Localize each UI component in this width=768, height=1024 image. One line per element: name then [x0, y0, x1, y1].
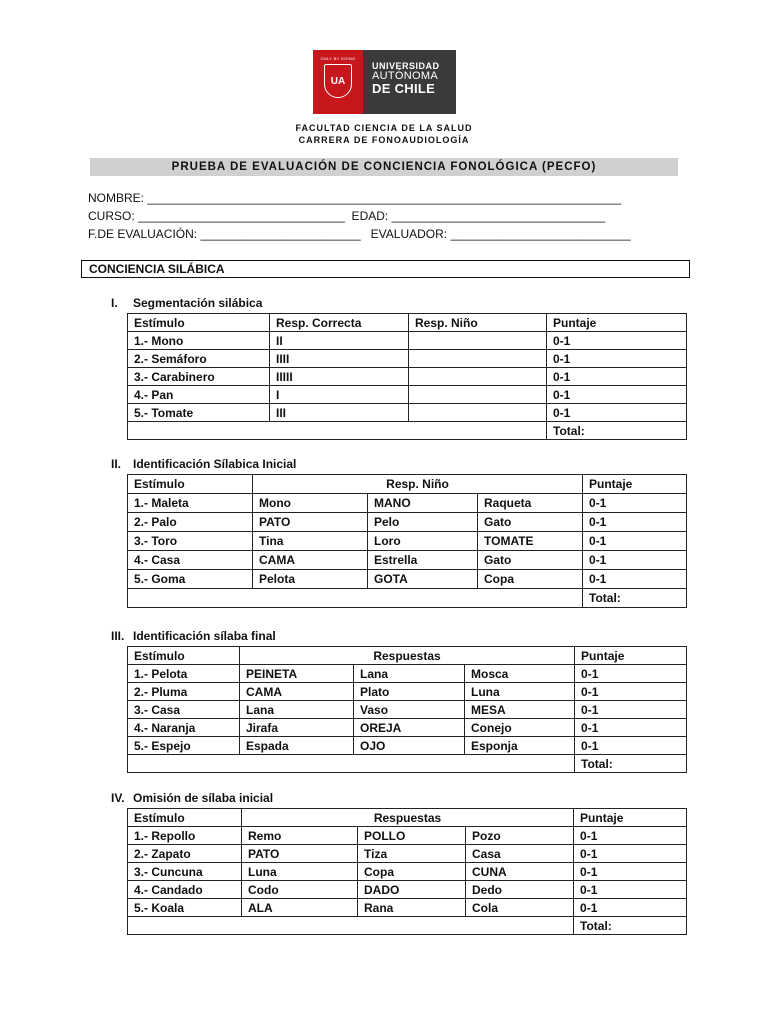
table-cell: IIIII [270, 368, 409, 386]
total-label: Total: [574, 917, 687, 935]
table-cell: 0-1 [575, 737, 687, 755]
table-cell: 0-1 [574, 881, 687, 899]
table-cell: 0-1 [547, 332, 687, 350]
table-row [128, 386, 687, 404]
table-cell: I [270, 386, 409, 404]
table-cell[interactable]: Vaso [354, 701, 465, 719]
table-cell: 0-1 [547, 386, 687, 404]
table-row [128, 332, 687, 350]
table-row [128, 513, 687, 532]
table-cell: 0-1 [574, 863, 687, 881]
table-row [128, 899, 687, 917]
table-cell[interactable]: Casa [466, 845, 574, 863]
table-cell: Estímulo [128, 314, 270, 332]
table-cell: 0-1 [575, 665, 687, 683]
table-cell[interactable]: CUNA [466, 863, 574, 881]
table-cell: Puntaje [583, 475, 687, 494]
university-logo [313, 50, 456, 114]
fecha-evaluador-field[interactable]: F.DE EVALUACIÓN: ________________________ EVALUADOR: ___________________________ [88, 227, 631, 241]
part2-table [127, 474, 687, 608]
table-cell: Resp. Correcta [270, 314, 409, 332]
table-cell[interactable]: Pelota [253, 570, 368, 589]
table-cell: Resp. Niño [409, 314, 547, 332]
table-cell[interactable]: Dedo [466, 881, 574, 899]
table-cell: 2.- Semáforo [128, 350, 270, 368]
total-row [128, 589, 687, 608]
table-cell[interactable]: Gato [478, 551, 583, 570]
table-cell[interactable]: Estrella [368, 551, 478, 570]
table-cell: 1.- Mono [128, 332, 270, 350]
total-label: Total: [583, 589, 687, 608]
table-cell[interactable]: PATO [253, 513, 368, 532]
table-row [128, 570, 687, 589]
table-cell: 1.- Pelota [128, 665, 240, 683]
table-cell: 0-1 [574, 845, 687, 863]
table-cell[interactable]: Pelo [368, 513, 478, 532]
table-cell[interactable]: Copa [478, 570, 583, 589]
part1-heading: I. Segmentación silábica [111, 296, 263, 310]
section-title: CONCIENCIA SILÁBICA [81, 260, 690, 278]
table-cell[interactable]: PATO [242, 845, 358, 863]
table-cell: IIII [270, 350, 409, 368]
part3-table [127, 646, 687, 773]
table-header-row [128, 475, 687, 494]
table-row [128, 827, 687, 845]
table-cell: Respuestas [240, 647, 575, 665]
table-cell[interactable]: Mosca [465, 665, 575, 683]
table-row [128, 404, 687, 422]
table-cell: 0-1 [583, 570, 687, 589]
table-cell: 2.- Zapato [128, 845, 242, 863]
total-row [128, 422, 687, 440]
page-title: PRUEBA DE EVALUACIÓN DE CONCIENCIA FONOLÓGICA (PECFO) [90, 158, 678, 176]
table-row [128, 701, 687, 719]
table-cell[interactable]: MESA [465, 701, 575, 719]
table-row [128, 881, 687, 899]
table-cell: Puntaje [574, 809, 687, 827]
table-cell[interactable]: Gato [478, 513, 583, 532]
table-cell[interactable]: ALA [242, 899, 358, 917]
table-cell[interactable]: TOMATE [478, 532, 583, 551]
table-cell[interactable]: Remo [242, 827, 358, 845]
table-cell: 5.- Goma [128, 570, 253, 589]
table-cell[interactable]: OJO [354, 737, 465, 755]
table-cell[interactable]: Conejo [465, 719, 575, 737]
table-row [128, 368, 687, 386]
table-header-row [128, 647, 687, 665]
part2-heading: II. Identificación Sílabica Inicial [111, 457, 297, 471]
table-cell: 0-1 [583, 513, 687, 532]
table-row [128, 494, 687, 513]
table-row [128, 845, 687, 863]
table-cell: Puntaje [575, 647, 687, 665]
response-cell[interactable] [409, 350, 547, 368]
table-cell: 2.- Palo [128, 513, 253, 532]
response-cell[interactable] [409, 368, 547, 386]
table-header-row [128, 314, 687, 332]
table-header-row [128, 809, 687, 827]
logo-wordmark: UNIVERSIDAD AUTÓNOMA DE CHILE [363, 50, 456, 114]
response-cell[interactable] [409, 332, 547, 350]
table-cell [128, 917, 574, 935]
table-cell: 2.- Pluma [128, 683, 240, 701]
table-cell [128, 589, 583, 608]
table-cell [128, 422, 547, 440]
nombre-field[interactable]: NOMBRE: _______________________________________________________________________ [88, 191, 622, 205]
table-cell[interactable]: Rana [358, 899, 466, 917]
table-cell[interactable]: CAMA [253, 551, 368, 570]
table-cell [128, 755, 575, 773]
table-cell[interactable]: Pozo [466, 827, 574, 845]
table-cell: 3.- Toro [128, 532, 253, 551]
table-cell: 4.- Casa [128, 551, 253, 570]
table-cell: Resp. Niño [253, 475, 583, 494]
table-row [128, 350, 687, 368]
table-cell: Puntaje [547, 314, 687, 332]
total-label: Total: [547, 422, 687, 440]
table-cell: 3.- Cuncuna [128, 863, 242, 881]
table-cell: 1.- Maleta [128, 494, 253, 513]
table-row [128, 551, 687, 570]
table-cell[interactable]: OREJA [354, 719, 465, 737]
table-cell: 0-1 [575, 719, 687, 737]
table-cell: 0-1 [575, 701, 687, 719]
table-cell[interactable]: CAMA [240, 683, 354, 701]
table-cell: 5.- Koala [128, 899, 242, 917]
faculty-name: FACULTAD CIENCIA DE LA SALUD [295, 123, 473, 133]
logo-emblem [313, 50, 363, 114]
table-row [128, 532, 687, 551]
table-cell: 3.- Carabinero [128, 368, 270, 386]
table-cell: 3.- Casa [128, 701, 240, 719]
table-cell: II [270, 332, 409, 350]
table-cell[interactable]: GOTA [368, 570, 478, 589]
part4-heading: IV. Omisión de sílaba inicial [111, 791, 274, 805]
table-cell[interactable]: Cola [466, 899, 574, 917]
table-cell[interactable]: Lana [240, 701, 354, 719]
table-cell[interactable]: Luna [465, 683, 575, 701]
table-cell[interactable]: Loro [368, 532, 478, 551]
table-cell: Respuestas [242, 809, 574, 827]
career-name: CARRERA DE FONOAUDIOLOGÍA [298, 135, 470, 145]
table-cell[interactable]: PEINETA [240, 665, 354, 683]
table-cell[interactable]: Raqueta [478, 494, 583, 513]
table-cell: 5.- Tomate [128, 404, 270, 422]
table-cell: 4.- Candado [128, 881, 242, 899]
table-cell[interactable]: DADO [358, 881, 466, 899]
table-cell: 5.- Espejo [128, 737, 240, 755]
table-cell: 0-1 [583, 532, 687, 551]
table-row [128, 683, 687, 701]
table-cell: 0-1 [583, 551, 687, 570]
table-cell[interactable]: Codo [242, 881, 358, 899]
total-row [128, 755, 687, 773]
part4-table [127, 808, 687, 935]
part3-heading: III. Identificación sílaba final [111, 629, 276, 643]
table-cell[interactable]: Lana [354, 665, 465, 683]
table-cell: 4.- Pan [128, 386, 270, 404]
table-cell: 0-1 [547, 350, 687, 368]
part1-table [127, 313, 687, 440]
table-cell: Estímulo [128, 647, 240, 665]
table-cell[interactable]: Jirafa [240, 719, 354, 737]
table-cell: 1.- Repollo [128, 827, 242, 845]
shield-icon: UA [324, 64, 352, 98]
table-cell[interactable]: Luna [242, 863, 358, 881]
total-label: Total: [575, 755, 687, 773]
table-cell[interactable]: Copa [358, 863, 466, 881]
table-cell: 0-1 [574, 827, 687, 845]
logo-motto: ONLY BY DOING [320, 56, 356, 61]
table-row [128, 863, 687, 881]
table-cell[interactable]: Mono [253, 494, 368, 513]
table-cell[interactable]: Plato [354, 683, 465, 701]
table-cell[interactable]: Espada [240, 737, 354, 755]
table-cell: Estímulo [128, 809, 242, 827]
curso-edad-field[interactable]: CURSO: _______________________________ EDAD: ________________________________ [88, 209, 606, 223]
table-cell[interactable]: Esponja [465, 737, 575, 755]
table-row [128, 719, 687, 737]
response-cell[interactable] [409, 386, 547, 404]
table-cell: 0-1 [583, 494, 687, 513]
table-cell: 0-1 [575, 683, 687, 701]
table-cell[interactable]: POLLO [358, 827, 466, 845]
table-cell: 0-1 [547, 404, 687, 422]
table-cell: Estímulo [128, 475, 253, 494]
table-cell: 0-1 [547, 368, 687, 386]
table-cell: III [270, 404, 409, 422]
total-row [128, 917, 687, 935]
table-cell[interactable]: Tina [253, 532, 368, 551]
response-cell[interactable] [409, 404, 547, 422]
table-cell: 4.- Naranja [128, 719, 240, 737]
table-row [128, 665, 687, 683]
table-cell: 0-1 [574, 899, 687, 917]
table-cell[interactable]: Tiza [358, 845, 466, 863]
table-row [128, 737, 687, 755]
table-cell[interactable]: MANO [368, 494, 478, 513]
